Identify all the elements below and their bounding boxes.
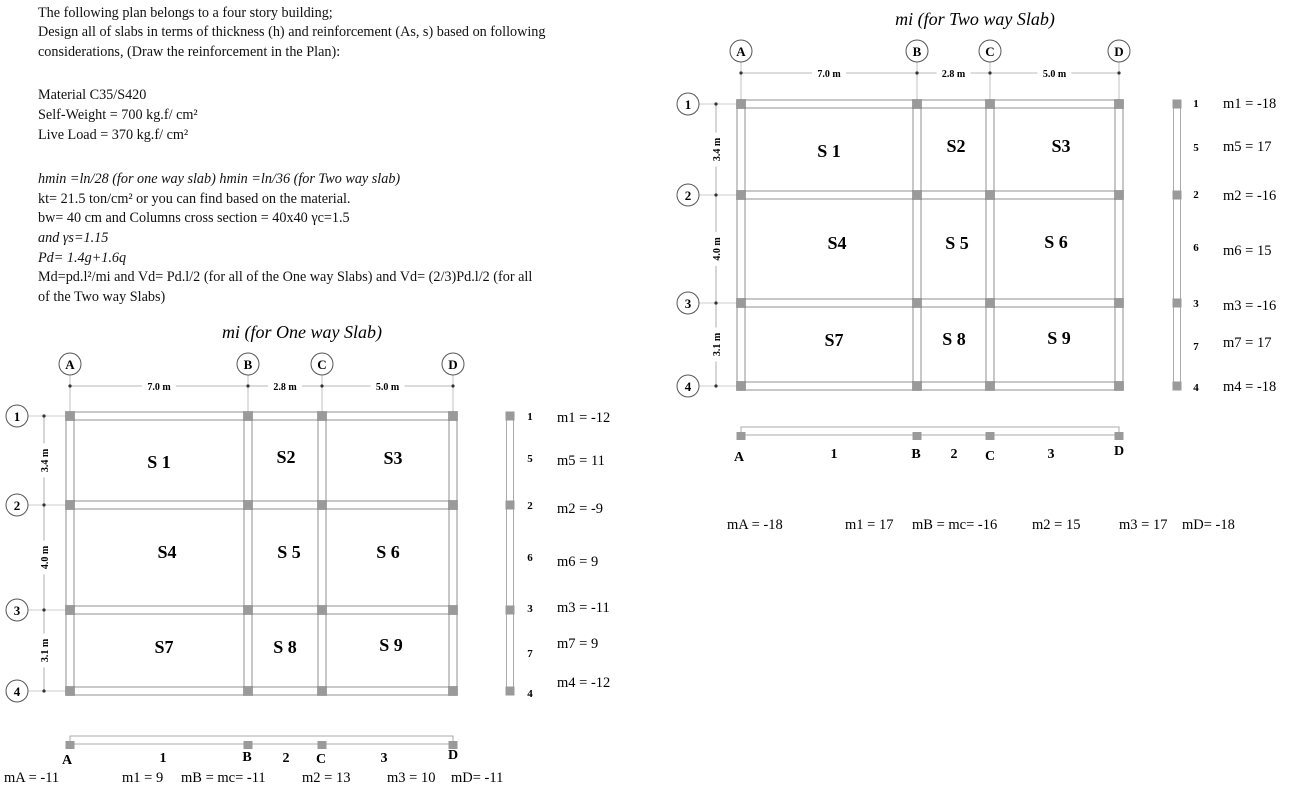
two-way-column — [737, 299, 746, 308]
one-way-column — [244, 606, 253, 615]
two-way-dim-x-label: 2.8 m — [941, 69, 966, 80]
two-way-bottom-label: D — [1113, 444, 1125, 459]
two-way-bottom-moment: m2 = 15 — [1032, 517, 1081, 533]
one-way-bottom-support — [318, 741, 327, 749]
one-way-bottom-support — [244, 741, 253, 749]
two-way-plan — [677, 9, 1276, 533]
two-way-dim-tick — [714, 301, 717, 304]
two-way-beam-h — [741, 382, 1119, 390]
two-way-strip-moment: m3 = -16 — [1223, 298, 1277, 314]
two-way-dim-tick — [714, 193, 717, 196]
two-way-slab-label: S4 — [827, 233, 847, 253]
one-way-column — [318, 687, 327, 696]
one-way-strip-beam — [507, 416, 514, 691]
one-way-strip-moment: m1 = -12 — [557, 410, 611, 426]
two-way-bottom-label: C — [984, 449, 996, 464]
two-way-axis-label: D — [1114, 44, 1124, 59]
one-way-beam-h — [70, 501, 453, 509]
one-way-dim-tick — [451, 384, 454, 387]
one-way-slab-label: S4 — [157, 542, 177, 562]
one-way-row-label: 4 — [13, 684, 21, 699]
one-way-strip-number: 4 — [527, 688, 533, 700]
two-way-dim-tick — [988, 71, 991, 74]
two-way-bottom-moment: mD= -18 — [1182, 517, 1235, 533]
one-way-strip-number: 1 — [527, 411, 533, 423]
one-way-dim-tick — [42, 414, 45, 417]
two-way-axis-label: B — [912, 44, 922, 59]
one-way-bottom-moment: m3 = 10 — [387, 770, 436, 786]
two-way-bottom-label: 1 — [830, 447, 838, 462]
two-way-slab-label: S 6 — [1044, 232, 1068, 252]
one-way-column — [66, 501, 75, 510]
one-way-strip-support — [506, 501, 515, 510]
one-way-column — [318, 606, 327, 615]
one-way-column — [66, 687, 75, 696]
one-way-strip-moment: m4 = -12 — [557, 675, 611, 691]
one-way-strip-support — [506, 606, 515, 615]
one-way-dim-x-label: 2.8 m — [273, 382, 297, 393]
two-way-strip-moment: m6 = 15 — [1223, 243, 1272, 259]
one-way-strip-number: 6 — [527, 552, 533, 564]
two-way-column — [986, 382, 995, 391]
two-way-slab-label: S 1 — [817, 141, 841, 161]
one-way-beam-h — [70, 687, 453, 695]
one-way-strip-moment: m7 = 9 — [557, 636, 599, 652]
one-way-strip-number: 5 — [527, 453, 533, 465]
two-way-strip-moment: m5 = 17 — [1223, 139, 1272, 155]
one-way-slab-label: S 8 — [273, 637, 297, 657]
one-way-axis-label: C — [317, 357, 327, 372]
two-way-strip-moment: m4 = -18 — [1223, 379, 1277, 395]
one-way-bottom-label: C — [315, 752, 327, 767]
gamma-s-line: and γs=1.15 — [38, 230, 109, 246]
two-way-dim-x-label: 7.0 m — [817, 69, 841, 80]
one-way-bottom-label: 2 — [282, 751, 290, 766]
two-way-column — [1115, 100, 1124, 109]
two-way-strip-number: 1 — [1193, 98, 1199, 110]
one-way-slab-label: S 5 — [277, 542, 301, 562]
two-way-beam-h — [741, 299, 1119, 307]
one-way-bottom-moment: mD= -11 — [451, 770, 504, 786]
two-way-title: mi (for Two way Slab) — [895, 9, 1055, 29]
two-way-strip-support — [1173, 299, 1182, 308]
two-way-row-label: 2 — [684, 188, 692, 203]
one-way-column — [449, 606, 458, 615]
one-way-dim-y-label: 3.1 m — [40, 638, 51, 663]
two-way-dim-tick — [714, 384, 717, 387]
two-way-axis-label: A — [736, 44, 746, 59]
hmin-line: hmin =ln/28 (for one way slab) hmin =ln/36 (for Two way slab) — [38, 171, 401, 187]
one-way-bottom-label: 1 — [159, 751, 167, 766]
one-way-bottom-label: B — [242, 750, 252, 765]
two-way-strip-moment: m1 = -18 — [1223, 96, 1277, 112]
live-load-line: Live Load = 370 kg.f/ cm² — [38, 127, 189, 143]
two-way-dim-y-label: 3.4 m — [712, 137, 723, 162]
one-way-slab-label: S 9 — [379, 635, 403, 655]
one-way-strip-number: 2 — [527, 500, 533, 512]
one-way-column — [66, 606, 75, 615]
two-way-column — [1115, 299, 1124, 308]
one-way-beam-h — [70, 412, 453, 420]
two-way-strip-number: 4 — [1193, 382, 1199, 394]
one-way-column — [318, 501, 327, 510]
two-way-slab-label: S 9 — [1047, 328, 1071, 348]
two-way-row-label: 3 — [684, 296, 692, 311]
two-way-slab-label: S3 — [1051, 136, 1071, 156]
one-way-bottom-support — [66, 741, 75, 749]
self-weight-line: Self-Weight = 700 kg.f/ cm² — [38, 107, 198, 123]
one-way-beam-v — [449, 416, 457, 691]
one-way-axis-label: B — [243, 357, 253, 372]
one-way-column — [318, 412, 327, 421]
two-way-strip-support — [1173, 100, 1182, 109]
two-way-column — [913, 299, 922, 308]
two-way-bottom-moment: m1 = 17 — [845, 517, 894, 533]
two-way-axis-label: C — [985, 44, 995, 59]
one-way-beam-v — [66, 416, 74, 691]
two-way-bottom-label: A — [733, 450, 745, 465]
two-way-bottom-label: 2 — [950, 447, 958, 462]
two-way-strip-number: 6 — [1193, 242, 1199, 254]
two-way-dim-y-label: 4.0 m — [712, 237, 723, 261]
two-way-bottom-support — [1115, 432, 1124, 440]
one-way-strip-number: 3 — [527, 603, 533, 615]
one-way-slab-label: S 6 — [376, 542, 400, 562]
two-way-beam-h — [741, 100, 1119, 108]
one-way-slab-label: S2 — [276, 447, 296, 467]
two-way-column — [737, 191, 746, 200]
one-way-slab-label: S3 — [383, 448, 403, 468]
two-way-beam-v — [737, 104, 745, 386]
two-way-column — [913, 100, 922, 109]
two-way-strip-support — [1173, 191, 1182, 200]
two-way-beam-h — [741, 191, 1119, 199]
one-way-dim-x-label: 7.0 m — [147, 382, 171, 393]
two-way-column — [1115, 191, 1124, 200]
two-way-dim-tick — [915, 71, 918, 74]
one-way-strip-support — [506, 412, 515, 421]
one-way-bottom-moment: m1 = 9 — [122, 770, 164, 786]
one-way-bottom-label: D — [447, 748, 459, 763]
one-way-row-label: 3 — [13, 603, 21, 618]
bw-line: bw= 40 cm and Columns cross section = 40x40 γc=1.5 — [38, 210, 350, 226]
one-way-row-label: 1 — [13, 409, 21, 424]
two-way-row-label: 1 — [684, 97, 692, 112]
one-way-dim-tick — [320, 384, 323, 387]
two-way-slab-label: S 8 — [942, 329, 966, 349]
one-way-dim-tick — [42, 503, 45, 506]
two-way-column — [737, 100, 746, 109]
one-way-bottom-moment: mB = mc= -11 — [181, 770, 266, 786]
one-way-bottom-label: 3 — [380, 751, 388, 766]
two-way-dim-y-label: 3.1 m — [712, 332, 723, 357]
two-way-slab-label: S2 — [946, 136, 966, 156]
one-way-beam-v — [244, 416, 252, 691]
one-way-column — [244, 501, 253, 510]
two-way-column — [913, 382, 922, 391]
two-way-bottom-moment: m3 = 17 — [1119, 517, 1168, 533]
two-way-bottom-label: 3 — [1047, 447, 1055, 462]
one-way-bottom-beam — [70, 736, 453, 744]
one-way-strip-number: 7 — [527, 648, 533, 660]
two-way-beam-v — [1115, 104, 1123, 386]
md-line: Md=pd.l²/mi and Vd= Pd.l/2 (for all of the One way Slabs) and Vd= (2/3)Pd.l/2 (for all — [38, 269, 533, 285]
one-way-title: mi (for One way Slab) — [222, 322, 382, 342]
two-way-slab-label: S7 — [824, 330, 844, 350]
two-way-bottom-support — [737, 432, 746, 440]
two-way-dim-x-label: 5.0 m — [1042, 69, 1067, 80]
one-way-column — [244, 687, 253, 696]
one-way-row-label: 2 — [13, 498, 21, 513]
two-way-beam-v — [913, 104, 921, 386]
one-way-dim-x-label: 5.0 m — [375, 382, 400, 393]
one-way-bottom-label: A — [61, 753, 73, 768]
one-way-column — [449, 412, 458, 421]
one-way-dim-tick — [42, 689, 45, 692]
one-way-dim-y-label: 3.4 m — [40, 448, 51, 473]
md-line-2: of the Two way Slabs) — [38, 289, 166, 305]
one-way-strip-moment: m3 = -11 — [557, 600, 610, 616]
one-way-strip-moment: m5 = 11 — [557, 453, 605, 469]
intro-line-2: Design all of slabs in terms of thickness (h) and reinforcement (As, s) based on following — [38, 24, 546, 40]
two-way-slab-label: S 5 — [945, 233, 969, 253]
kt-line: kt= 21.5 ton/cm² or you can find based on the material. — [38, 191, 351, 207]
two-way-bottom-moment: mB = mc= -16 — [912, 517, 998, 533]
one-way-dim-tick — [42, 608, 45, 611]
two-way-strip-number: 7 — [1193, 341, 1199, 353]
one-way-column — [244, 412, 253, 421]
material-line: Material C35/S420 — [38, 87, 147, 103]
two-way-bottom-support — [986, 432, 995, 440]
one-way-bottom-moment: mA = -11 — [4, 770, 60, 786]
two-way-bottom-moment: mA = -18 — [727, 517, 783, 533]
two-way-strip-moment: m7 = 17 — [1223, 335, 1272, 351]
one-way-strip-support — [506, 687, 515, 696]
two-way-bottom-support — [913, 432, 922, 440]
one-way-dim-tick — [246, 384, 249, 387]
one-way-beam-h — [70, 606, 453, 614]
one-way-slab-label: S7 — [154, 637, 174, 657]
two-way-strip-moment: m2 = -16 — [1223, 188, 1277, 204]
two-way-dim-tick — [714, 102, 717, 105]
one-way-slab-label: S 1 — [147, 452, 171, 472]
one-way-dim-y-label: 4.0 m — [40, 545, 51, 570]
intro-line-3: considerations, (Draw the reinforcement in the Plan): — [38, 44, 341, 60]
two-way-strip-beam — [1174, 104, 1181, 386]
two-way-column — [986, 299, 995, 308]
two-way-bottom-label: B — [911, 447, 921, 462]
one-way-column — [449, 687, 458, 696]
two-way-column — [986, 100, 995, 109]
one-way-beam-v — [318, 416, 326, 691]
two-way-strip-number: 3 — [1193, 298, 1199, 310]
two-way-bottom-beam — [741, 427, 1119, 435]
one-way-bottom-moment: m2 = 13 — [302, 770, 351, 786]
one-way-strip-moment: m6 = 9 — [557, 554, 599, 570]
one-way-strip-moment: m2 = -9 — [557, 501, 604, 517]
two-way-beam-v — [986, 104, 994, 386]
one-way-dim-tick — [68, 384, 71, 387]
pd-line: Pd= 1.4g+1.6q — [38, 250, 127, 266]
one-way-column — [449, 501, 458, 510]
intro-line-1: The following plan belongs to a four story building; — [38, 5, 333, 21]
two-way-dim-tick — [739, 71, 742, 74]
two-way-strip-support — [1173, 382, 1182, 391]
two-way-column — [913, 191, 922, 200]
two-way-column — [986, 191, 995, 200]
one-way-axis-label: A — [65, 357, 75, 372]
two-way-strip-number: 5 — [1193, 142, 1199, 154]
one-way-axis-label: D — [448, 357, 458, 372]
one-way-plan — [4, 322, 610, 786]
two-way-dim-tick — [1117, 71, 1120, 74]
two-way-column — [737, 382, 746, 391]
one-way-column — [66, 412, 75, 421]
two-way-row-label: 4 — [684, 379, 692, 394]
two-way-strip-number: 2 — [1193, 189, 1199, 201]
two-way-column — [1115, 382, 1124, 391]
